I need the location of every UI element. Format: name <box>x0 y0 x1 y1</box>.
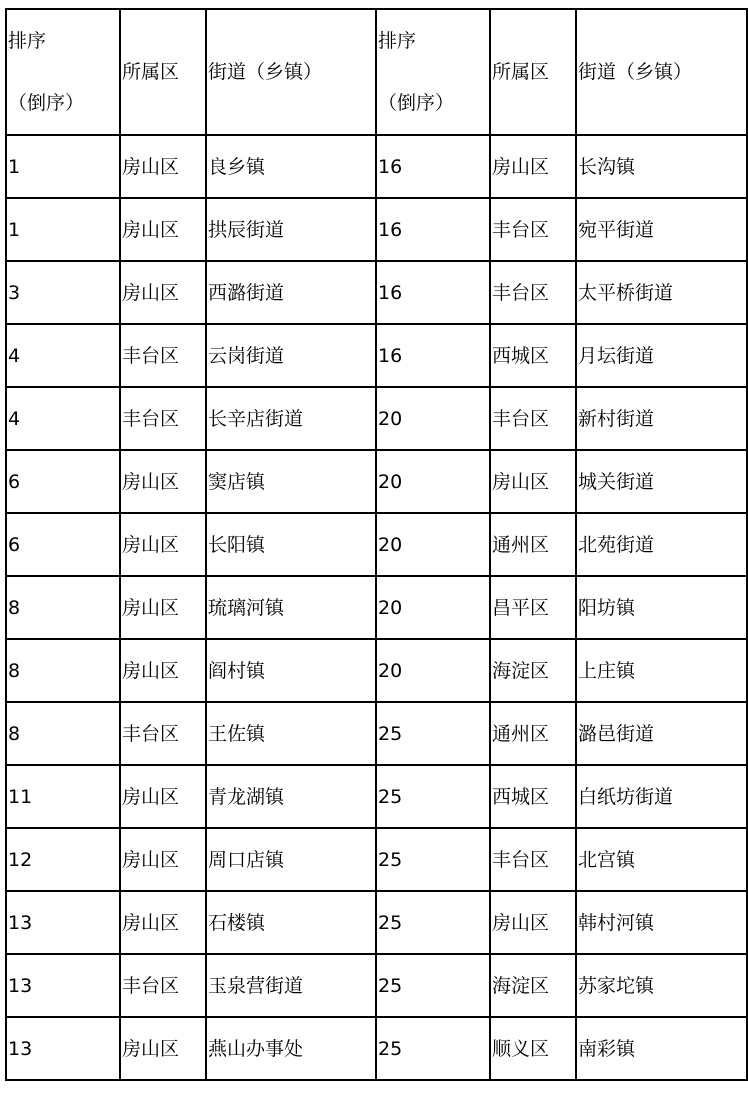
rank-cell-right: 16 <box>376 261 490 324</box>
rank-cell-left: 8 <box>6 639 120 702</box>
district-cell-right: 丰台区 <box>490 828 576 891</box>
district-cell-left: 房山区 <box>120 765 206 828</box>
street-cell-right: 太平桥街道 <box>576 261 747 324</box>
table-row <box>6 639 747 702</box>
street-cell-left: 王佐镇 <box>206 702 376 765</box>
rank-cell-right: 20 <box>376 450 490 513</box>
district-cell-right: 通州区 <box>490 513 576 576</box>
street-cell-right: 月坛街道 <box>576 324 747 387</box>
street-cell-left: 长辛店街道 <box>206 387 376 450</box>
table-row <box>6 198 747 261</box>
street-cell-right: 苏家坨镇 <box>576 954 747 1017</box>
header-rank-label: 排序 <box>378 30 417 52</box>
district-cell-left: 房山区 <box>120 198 206 261</box>
street-cell-left: 青龙湖镇 <box>206 765 376 828</box>
street-cell-right: 长沟镇 <box>576 135 747 198</box>
table-row <box>6 954 747 1017</box>
table-row <box>6 702 747 765</box>
rank-cell-left: 8 <box>6 576 120 639</box>
street-cell-right: 韩村河镇 <box>576 891 747 954</box>
table-row <box>6 576 747 639</box>
district-cell-left: 房山区 <box>120 576 206 639</box>
district-cell-left: 房山区 <box>120 891 206 954</box>
rank-cell-right: 25 <box>376 954 490 1017</box>
table-row <box>6 828 747 891</box>
district-cell-right: 昌平区 <box>490 576 576 639</box>
district-cell-left: 房山区 <box>120 135 206 198</box>
rank-cell-left: 4 <box>6 324 120 387</box>
street-cell-right: 南彩镇 <box>576 1017 747 1080</box>
table-row <box>6 513 747 576</box>
district-cell-left: 丰台区 <box>120 324 206 387</box>
district-cell-right: 房山区 <box>490 450 576 513</box>
rank-cell-right: 20 <box>376 639 490 702</box>
street-cell-left: 西潞街道 <box>206 261 376 324</box>
street-cell-right: 白纸坊街道 <box>576 765 747 828</box>
table-row <box>6 450 747 513</box>
street-cell-right: 潞邑街道 <box>576 702 747 765</box>
header-rank-right <box>376 9 490 135</box>
table-row <box>6 324 747 387</box>
street-cell-right: 城关街道 <box>576 450 747 513</box>
street-cell-left: 石楼镇 <box>206 891 376 954</box>
rank-cell-right: 20 <box>376 387 490 450</box>
district-cell-right: 房山区 <box>490 891 576 954</box>
rank-cell-left: 13 <box>6 954 120 1017</box>
header-street-right: 街道（乡镇） <box>576 9 747 135</box>
street-cell-right: 阳坊镇 <box>576 576 747 639</box>
street-cell-right: 宛平街道 <box>576 198 747 261</box>
district-cell-left: 房山区 <box>120 513 206 576</box>
district-cell-left: 房山区 <box>120 450 206 513</box>
street-cell-left: 拱辰街道 <box>206 198 376 261</box>
header-rank-left <box>6 9 120 135</box>
district-cell-right: 顺义区 <box>490 1017 576 1080</box>
street-cell-left: 阎村镇 <box>206 639 376 702</box>
street-cell-left: 琉璃河镇 <box>206 576 376 639</box>
rank-cell-left: 13 <box>6 891 120 954</box>
rank-cell-right: 16 <box>376 324 490 387</box>
district-cell-right: 丰台区 <box>490 198 576 261</box>
rank-cell-left: 6 <box>6 450 120 513</box>
header-street-left: 街道（乡镇） <box>206 9 376 135</box>
header-district-left: 所属区 <box>120 9 206 135</box>
table-row <box>6 135 747 198</box>
rank-cell-left: 1 <box>6 135 120 198</box>
street-cell-left: 长阳镇 <box>206 513 376 576</box>
table-row <box>6 261 747 324</box>
district-cell-right: 西城区 <box>490 765 576 828</box>
header-district-right: 所属区 <box>490 9 576 135</box>
street-cell-left: 燕山办事处 <box>206 1017 376 1080</box>
district-cell-left: 房山区 <box>120 1017 206 1080</box>
district-cell-left: 丰台区 <box>120 702 206 765</box>
rank-cell-left: 12 <box>6 828 120 891</box>
rank-cell-right: 25 <box>376 702 490 765</box>
street-cell-right: 北宫镇 <box>576 828 747 891</box>
rank-cell-left: 13 <box>6 1017 120 1080</box>
district-cell-right: 海淀区 <box>490 954 576 1017</box>
rank-cell-right: 16 <box>376 198 490 261</box>
district-cell-right: 通州区 <box>490 702 576 765</box>
rank-cell-right: 16 <box>376 135 490 198</box>
rank-cell-right: 25 <box>376 828 490 891</box>
table-row <box>6 765 747 828</box>
street-cell-right: 上庄镇 <box>576 639 747 702</box>
header-rank-order-label: （倒序） <box>8 92 85 114</box>
district-cell-left: 房山区 <box>120 639 206 702</box>
rank-cell-right: 25 <box>376 1017 490 1080</box>
street-cell-right: 新村街道 <box>576 387 747 450</box>
rank-cell-left: 3 <box>6 261 120 324</box>
district-cell-right: 房山区 <box>490 135 576 198</box>
district-cell-right: 丰台区 <box>490 261 576 324</box>
table-header-row <box>6 9 747 135</box>
street-cell-left: 周口店镇 <box>206 828 376 891</box>
street-cell-left: 玉泉营街道 <box>206 954 376 1017</box>
district-cell-left: 房山区 <box>120 828 206 891</box>
rank-cell-left: 11 <box>6 765 120 828</box>
header-rank-label: 排序 <box>8 30 47 52</box>
street-cell-right: 北苑街道 <box>576 513 747 576</box>
district-cell-left: 丰台区 <box>120 954 206 1017</box>
street-cell-left: 窦店镇 <box>206 450 376 513</box>
ranking-table <box>5 8 748 1081</box>
rank-cell-right: 20 <box>376 513 490 576</box>
table-row <box>6 891 747 954</box>
street-cell-left: 良乡镇 <box>206 135 376 198</box>
rank-cell-left: 6 <box>6 513 120 576</box>
table-row <box>6 1017 747 1080</box>
rank-cell-left: 4 <box>6 387 120 450</box>
district-cell-left: 房山区 <box>120 261 206 324</box>
district-cell-right: 丰台区 <box>490 387 576 450</box>
rank-cell-right: 25 <box>376 765 490 828</box>
district-cell-right: 西城区 <box>490 324 576 387</box>
district-cell-right: 海淀区 <box>490 639 576 702</box>
table-row <box>6 387 747 450</box>
street-cell-left: 云岗街道 <box>206 324 376 387</box>
rank-cell-left: 8 <box>6 702 120 765</box>
header-rank-order-label: （倒序） <box>378 92 455 114</box>
rank-cell-right: 25 <box>376 891 490 954</box>
district-cell-left: 丰台区 <box>120 387 206 450</box>
rank-cell-right: 20 <box>376 576 490 639</box>
rank-cell-left: 1 <box>6 198 120 261</box>
